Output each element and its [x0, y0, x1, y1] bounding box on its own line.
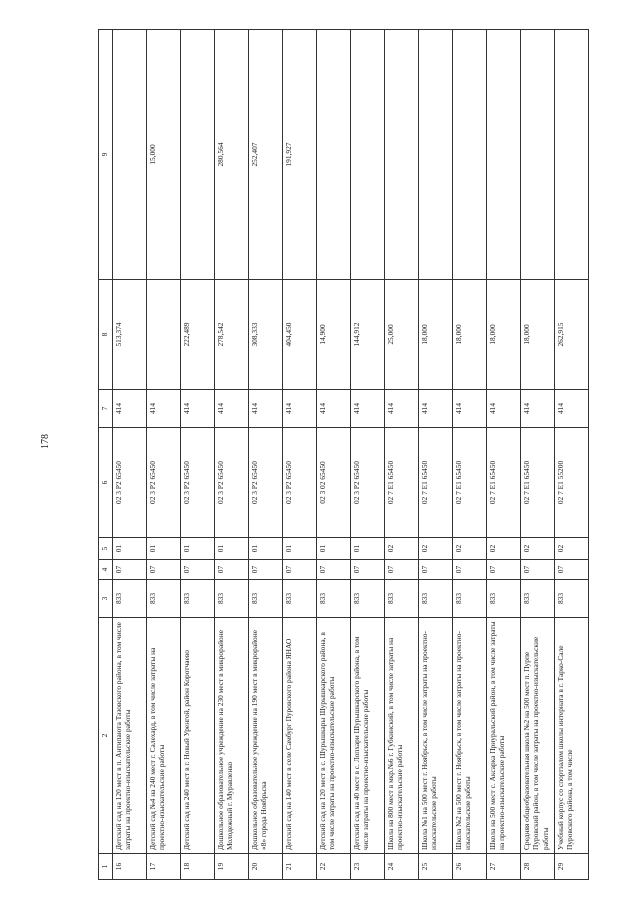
code-col7: 414	[113, 390, 147, 428]
amount-col8: 262,915	[555, 280, 589, 390]
table-header-row	[99, 30, 113, 880]
code-col4: 07	[317, 560, 351, 580]
object-name: Детский сад на 140 мест в селе Самбург Пуровского района ЯНАО	[283, 618, 317, 854]
table-row	[487, 30, 521, 880]
code-col5: 01	[351, 538, 385, 560]
code-col4: 07	[487, 560, 521, 580]
code-col6: 02 3 Р2 65450	[181, 428, 215, 538]
amount-col8: 18,000	[487, 280, 521, 390]
code-col5: 01	[181, 538, 215, 560]
code-col4: 07	[453, 560, 487, 580]
code-col3: 833	[215, 580, 249, 618]
code-col5: 02	[385, 538, 419, 560]
code-col3: 833	[249, 580, 283, 618]
row-number: 20	[249, 854, 283, 880]
code-col3: 833	[521, 580, 555, 618]
code-col3: 833	[113, 580, 147, 618]
object-name: Детский сад на 120 мест в с. Шурышкары Шурышкарского района, в том числе затраты на проектно-изыскательские работы	[317, 618, 351, 854]
code-col3: 833	[283, 580, 317, 618]
code-col6: 02 3 Р2 65450	[351, 428, 385, 538]
amount-col9: 280,564	[215, 30, 249, 280]
code-col5: 01	[317, 538, 351, 560]
row-number: 18	[181, 854, 215, 880]
row-number: 16	[113, 854, 147, 880]
code-col6: 02 3 Р2 65450	[147, 428, 181, 538]
code-col4: 07	[351, 560, 385, 580]
amount-col8: 513,374	[113, 280, 147, 390]
code-col5: 01	[113, 538, 147, 560]
code-col7: 414	[555, 390, 589, 428]
row-number: 25	[419, 854, 453, 880]
amount-col9	[419, 30, 453, 280]
object-name: Детский сад №4 на 240 мест г. Салехард, в том числе затраты на проектно-изыскательские работы	[147, 618, 181, 854]
code-col6: 02 7 Е1 65450	[453, 428, 487, 538]
code-col6: 02 7 Е1 65450	[385, 428, 419, 538]
code-col3: 833	[487, 580, 521, 618]
amount-col8: 404,450	[283, 280, 317, 390]
code-col6: 02 3 Р2 65450	[215, 428, 249, 538]
code-col5: 02	[419, 538, 453, 560]
table-row	[351, 30, 385, 880]
code-col4: 07	[147, 560, 181, 580]
page-number: 178	[40, 434, 51, 449]
header-cell: 4	[99, 560, 113, 580]
header-cell: 2	[99, 618, 113, 854]
header-cell: 1	[99, 854, 113, 880]
row-number: 21	[283, 854, 317, 880]
code-col6: 02 7 Е1 65450	[521, 428, 555, 538]
code-col5: 01	[283, 538, 317, 560]
code-col4: 07	[419, 560, 453, 580]
object-name: Детский сад на 40 мест в с. Лопхари Шурышкарского района, в том числе затраты на проектно-изыскательские работы	[351, 618, 385, 854]
code-col5: 01	[249, 538, 283, 560]
code-col7: 414	[385, 390, 419, 428]
amount-col9	[317, 30, 351, 280]
amount-col8: 18,000	[521, 280, 555, 390]
code-col4: 07	[181, 560, 215, 580]
budget-table-rotated	[98, 30, 598, 880]
amount-col8: 222,489	[181, 280, 215, 390]
header-cell: 8	[99, 280, 113, 390]
table-row	[215, 30, 249, 880]
code-col5: 02	[453, 538, 487, 560]
amount-col9	[385, 30, 419, 280]
code-col7: 414	[419, 390, 453, 428]
header-cell: 5	[99, 538, 113, 560]
object-name: Школа №2 на 500 мест г. Ноябрьск, в том числе затраты на проектно-изыскательские работы	[453, 618, 487, 854]
table-row	[147, 30, 181, 880]
amount-col9: 191,927	[283, 30, 317, 280]
table-row	[555, 30, 589, 880]
amount-col9	[351, 30, 385, 280]
code-col4: 07	[385, 560, 419, 580]
object-name: Дошкольное образовательное учреждение на 190 мест в микрорайоне «8» города Ноябрьска	[249, 618, 283, 854]
table-row	[453, 30, 487, 880]
object-name: Детский сад на 240 мест в г. Новый Уренгой, район Коротчаево	[181, 618, 215, 854]
code-col6: 02 3 02 65450	[317, 428, 351, 538]
code-col5: 01	[215, 538, 249, 560]
code-col7: 414	[249, 390, 283, 428]
code-col6: 02 3 Р2 65450	[249, 428, 283, 538]
object-name: Школа на 800 мест в мкр.№6 г. Губкинский, в том числе затраты на проектно-изыскательские работы	[385, 618, 419, 854]
code-col5: 01	[147, 538, 181, 560]
code-col5: 02	[521, 538, 555, 560]
amount-col8	[147, 280, 181, 390]
code-col4: 07	[113, 560, 147, 580]
code-col3: 833	[147, 580, 181, 618]
code-col4: 07	[215, 560, 249, 580]
amount-col9	[521, 30, 555, 280]
table-row	[113, 30, 147, 880]
code-col5: 02	[555, 538, 589, 560]
table-row	[419, 30, 453, 880]
row-number: 29	[555, 854, 589, 880]
code-col4: 07	[283, 560, 317, 580]
code-col5: 02	[487, 538, 521, 560]
amount-col9	[453, 30, 487, 280]
object-name: Детский сад на 120 мест в п. Антипаюта Тазовского района, в том числе затраты на проектно-изыскательские работы	[113, 618, 147, 854]
amount-col8: 18,000	[419, 280, 453, 390]
amount-col8: 14,900	[317, 280, 351, 390]
table-row	[317, 30, 351, 880]
row-number: 17	[147, 854, 181, 880]
code-col7: 414	[453, 390, 487, 428]
amount-col8: 144,912	[351, 280, 385, 390]
code-col7: 414	[147, 390, 181, 428]
code-col7: 414	[521, 390, 555, 428]
code-col7: 414	[215, 390, 249, 428]
table-row	[385, 30, 419, 880]
code-col7: 414	[181, 390, 215, 428]
amount-col9	[113, 30, 147, 280]
amount-col9	[555, 30, 589, 280]
row-number: 28	[521, 854, 555, 880]
code-col3: 833	[385, 580, 419, 618]
table-row	[181, 30, 215, 880]
header-cell: 3	[99, 580, 113, 618]
row-number: 27	[487, 854, 521, 880]
code-col7: 414	[283, 390, 317, 428]
code-col3: 833	[419, 580, 453, 618]
code-col3: 833	[453, 580, 487, 618]
code-col4: 07	[521, 560, 555, 580]
row-number: 26	[453, 854, 487, 880]
code-col3: 833	[351, 580, 385, 618]
object-name: Школа №1 на 500 мест г. Ноябрьск, в том числе затраты на проектно-изыскательские работы	[419, 618, 453, 854]
table-row	[283, 30, 317, 880]
amount-col8: 18,000	[453, 280, 487, 390]
code-col7: 414	[351, 390, 385, 428]
object-name: Средняя общеобразовательная школа №2 на 500 мест п. Пурпе Пуровский район, в том числе затраты на проектно-изыскательские работы	[521, 618, 555, 854]
code-col6: 02 7 Е1 65450	[419, 428, 453, 538]
row-number: 19	[215, 854, 249, 880]
code-col6: 02 7 Е1 65450	[487, 428, 521, 538]
header-cell: 6	[99, 428, 113, 538]
amount-col9: 15,000	[147, 30, 181, 280]
amount-col9	[487, 30, 521, 280]
code-col4: 07	[249, 560, 283, 580]
amount-col8: 278,542	[215, 280, 249, 390]
row-number: 23	[351, 854, 385, 880]
header-cell: 9	[99, 30, 113, 280]
object-name: Учебный корпус со спортзалом школы интерната в г. Тарко-Сале Пуровского района, в том числе	[555, 618, 589, 854]
code-col3: 833	[555, 580, 589, 618]
amount-col8: 25,000	[385, 280, 419, 390]
code-col3: 833	[317, 580, 351, 618]
table-row	[249, 30, 283, 880]
row-number: 22	[317, 854, 351, 880]
code-col6: 02 3 Р2 65450	[283, 428, 317, 538]
code-col4: 07	[555, 560, 589, 580]
header-cell: 7	[99, 390, 113, 428]
object-name: Дошкольное образовательное учреждение на 230 мест в микрорайоне Молодежный г. Муравленко	[215, 618, 249, 854]
table-row	[521, 30, 555, 880]
code-col3: 833	[181, 580, 215, 618]
row-number: 24	[385, 854, 419, 880]
amount-col9	[181, 30, 215, 280]
object-name: Школа на 500 мест с. Аксарка Приуральский район, в том числе затраты на проектно-изыскательские работы	[487, 618, 521, 854]
code-col6: 02 3 Р2 65450	[113, 428, 147, 538]
code-col6: 02 7 Е1 55200	[555, 428, 589, 538]
code-col7: 414	[317, 390, 351, 428]
code-col7: 414	[487, 390, 521, 428]
amount-col9: 252,407	[249, 30, 283, 280]
budget-table	[98, 29, 589, 880]
amount-col8: 308,333	[249, 280, 283, 390]
